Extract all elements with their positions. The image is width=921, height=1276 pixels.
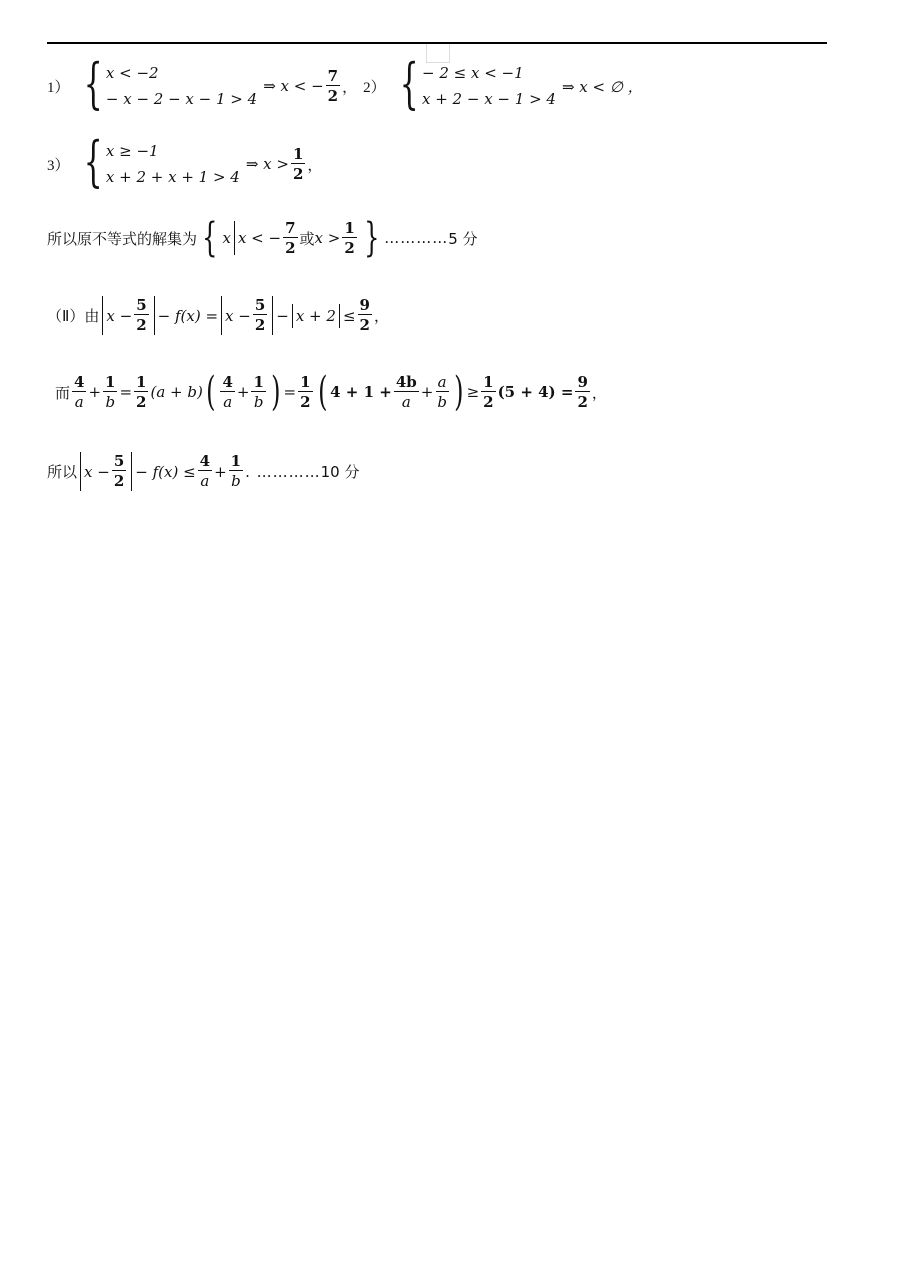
case3-system: { x ≥ −1 x + 2 + x + 1 > 4 <box>83 130 240 193</box>
c2-minus-f: − f(x) ≤ <box>135 462 196 481</box>
part2-line-2 <box>55 369 607 415</box>
abs2-prefix: x − <box>225 306 251 325</box>
l2-frac6-num: 1 <box>300 372 311 391</box>
l2-frac1-den: a <box>74 392 84 411</box>
case3-sep: ， <box>307 155 323 174</box>
l2-eq2: = <box>283 383 297 401</box>
set-divider <box>234 221 235 255</box>
l2-frac7 <box>394 373 419 412</box>
abs1-frac-den: 2 <box>136 316 147 334</box>
l2-frac4-den: a <box>223 392 233 411</box>
set-frac1 <box>283 219 297 258</box>
l2-frac5-num: 1 <box>253 372 264 391</box>
l2-frac9 <box>481 373 495 412</box>
c2-lead: 所以 <box>47 463 78 481</box>
c2-abs <box>80 452 132 491</box>
l2-frac8-num: a <box>437 372 447 391</box>
l2-paren54: (5 + 4) = <box>497 383 574 401</box>
l2-frac1-num: 4 <box>74 372 85 391</box>
l2-frac2 <box>103 373 117 412</box>
case2-system: { − 2 ≤ x < −1 x + 2 − x − 1 > 4 <box>399 52 556 115</box>
case1-sep: ， <box>342 77 358 96</box>
l2-frac10-den: 2 <box>577 392 588 411</box>
l2-ge: ≥ <box>466 383 480 401</box>
cases-line-1 <box>47 52 643 115</box>
l2-frac8 <box>435 373 449 412</box>
l2-frac10-num: 9 <box>577 372 588 391</box>
minus-sign: − <box>276 306 289 325</box>
case1-fraction <box>326 67 340 106</box>
l2-close-paren: ) <box>271 369 281 415</box>
l2-frac6-den: 2 <box>300 392 311 411</box>
case2-result: ⇒ x < ∅ ， <box>561 77 643 96</box>
c2-frac1-den: a <box>200 472 210 490</box>
l2-close-paren-2: ) <box>454 369 464 415</box>
score-dots-2: . ………… <box>245 462 321 481</box>
l2-sep: ， <box>591 383 607 402</box>
part2-frac3 <box>358 296 372 335</box>
part2-frac3-num: 9 <box>359 296 370 314</box>
solution-set-text: 所以原不等式的解集为 <box>47 229 198 248</box>
cases-line-2 <box>47 130 323 193</box>
c2-frac1 <box>198 452 212 491</box>
abs-expr-1 <box>102 296 154 335</box>
case2-row1: − 2 ≤ x < −1 <box>421 64 524 82</box>
c2-frac2-den: b <box>231 472 241 490</box>
abs2-frac-den: 2 <box>254 316 266 334</box>
part2-label: （Ⅱ）由 <box>47 307 100 325</box>
case1-system: { x < −2 − x − 2 − x − 1 > 4 <box>83 52 258 115</box>
case3-row1: x ≥ −1 <box>105 142 159 160</box>
l2-frac2-num: 1 <box>105 372 116 391</box>
set-close-brace: } <box>363 215 380 261</box>
l2-plus2: + <box>236 383 250 401</box>
part2-line-1 <box>47 296 389 335</box>
abs2-frac <box>253 296 267 335</box>
c2-abs-prefix: x − <box>84 462 110 481</box>
c2-abs-frac-den: 2 <box>113 472 125 490</box>
case1-frac-den: 2 <box>327 86 339 105</box>
or-text: 或 <box>299 229 315 248</box>
set-open-brace: { <box>202 215 218 261</box>
score-2: 10 分 <box>320 463 360 481</box>
l2-frac3-den: 2 <box>136 392 147 411</box>
l2-frac5 <box>251 373 265 412</box>
l2-frac4-num: 4 <box>222 372 233 391</box>
l2-frac3-num: 1 <box>136 372 147 391</box>
l2-frac6 <box>298 373 312 412</box>
c2-frac2 <box>229 452 243 491</box>
l2-frac5-den: b <box>253 392 264 411</box>
case3-fraction <box>291 145 305 184</box>
abs1-frac <box>134 296 148 335</box>
l2-frac2-den: b <box>105 392 116 411</box>
l2-plus3: + <box>420 383 434 401</box>
case2-label: 2） <box>363 79 386 96</box>
set-frac2-num: 1 <box>344 218 355 237</box>
case3-row2: x + 2 + x + 1 > 4 <box>105 168 240 186</box>
solution-set-line <box>47 215 478 261</box>
set-frac2 <box>342 219 356 258</box>
minus-f: − f(x) = <box>157 306 219 325</box>
case3-frac-num: 1 <box>292 144 304 163</box>
score-1: 5 分 <box>448 229 478 248</box>
l2-frac8-den: b <box>437 392 447 411</box>
c2-plus: + <box>214 462 227 481</box>
abs-expr-3: x + 2 <box>292 304 340 328</box>
l2-open-paren: ( <box>205 369 216 415</box>
case1-row1: x < −2 <box>105 64 159 82</box>
case2-row2: x + 2 − x − 1 > 4 <box>421 90 556 108</box>
set-cond1: x < − <box>237 229 282 247</box>
case3-result: ⇒ x > <box>245 155 289 173</box>
score-dots-1: ………… <box>384 229 449 247</box>
l2-ab: (a + b) <box>150 383 203 401</box>
case3-label: 3） <box>47 157 70 174</box>
abs2-frac-num: 5 <box>254 296 266 314</box>
l2-frac9-den: 2 <box>483 392 494 411</box>
l2-plus1: + <box>88 383 102 401</box>
part2-frac3-den: 2 <box>359 316 370 334</box>
set-var: x <box>222 229 231 247</box>
c2-frac2-num: 1 <box>230 452 242 470</box>
abs1-prefix: x − <box>106 306 133 325</box>
le-sign: ≤ <box>342 306 356 325</box>
line2-lead: 而 <box>55 383 71 402</box>
c2-frac1-num: 4 <box>199 452 211 470</box>
set-frac1-den: 2 <box>285 238 296 257</box>
l2-frac3 <box>134 373 148 412</box>
c2-abs-frac-num: 5 <box>113 452 125 470</box>
case1-label: 1） <box>47 79 70 96</box>
conclusion-2-line <box>47 452 360 491</box>
l2-frac1 <box>72 373 86 412</box>
case1-frac-num: 7 <box>327 66 339 85</box>
l2-eq1: = <box>119 383 133 401</box>
set-cond2: x > <box>314 229 341 247</box>
l2-frac7-num: 4b <box>395 372 417 391</box>
case1-result: ⇒ x < − <box>263 77 324 95</box>
abs1-frac-num: 5 <box>136 296 147 314</box>
case1-row2: − x − 2 − x − 1 > 4 <box>105 90 258 108</box>
c2-abs-frac <box>112 452 126 491</box>
part2-sep: ， <box>373 307 389 325</box>
l2-frac10 <box>575 373 589 412</box>
set-frac1-num: 7 <box>285 218 296 237</box>
l2-inner: 4 + 1 + <box>330 383 392 401</box>
abs-expr-2 <box>221 296 273 335</box>
case3-frac-den: 2 <box>292 164 304 183</box>
l2-open-paren-2: ( <box>317 369 328 415</box>
l2-frac9-num: 1 <box>483 372 494 391</box>
l2-frac7-den: a <box>401 392 411 411</box>
l2-frac4 <box>220 373 234 412</box>
set-frac2-den: 2 <box>344 238 355 257</box>
